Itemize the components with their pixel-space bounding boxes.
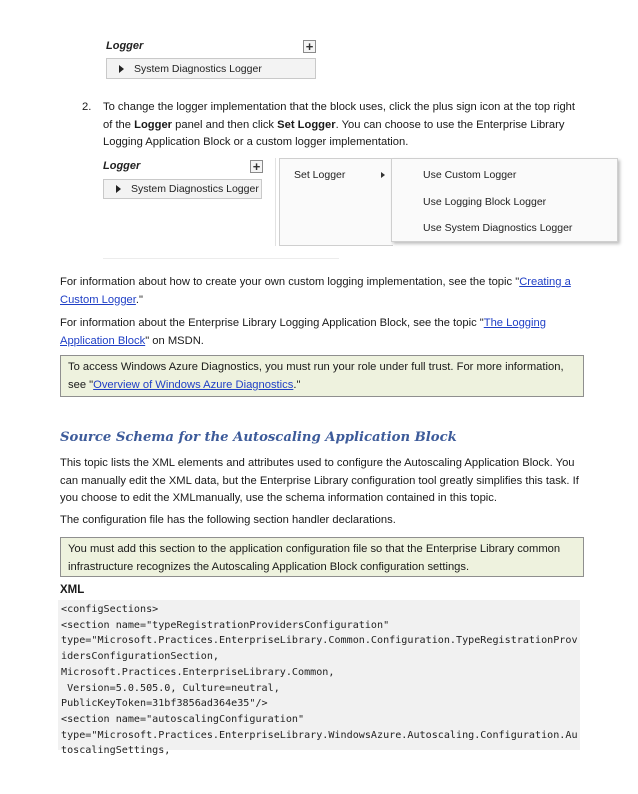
step-text-c: . You can choose to use the Enterprise Library Logging Application Block or a custom logger implementation. xyxy=(103,118,565,148)
step-text-b: panel and then click xyxy=(172,118,278,131)
logger-row-2[interactable] xyxy=(103,179,262,199)
section-heading: Source Schema for the Autoscaling Application Block xyxy=(60,430,457,445)
menu-item-set-logger[interactable]: Set Logger xyxy=(294,169,346,181)
step-bold-set-logger: Set Logger xyxy=(277,118,336,131)
section-declarations: The configuration file has the following section handler declarations. xyxy=(60,514,396,526)
submenu-use-system-diagnostics-logger[interactable]: Use System Diagnostics Logger xyxy=(423,222,573,234)
step-text-a: To change the logger implementation that the block uses, click the plus sign icon at the top right of the xyxy=(103,101,576,131)
code-language-label: XML xyxy=(60,584,85,596)
code-block xyxy=(58,600,580,757)
logger-panel-title: Logger xyxy=(106,40,144,52)
link-creating-custom-logger[interactable]: Creating a Custom Logger xyxy=(60,276,571,306)
add-logger-button[interactable]: + xyxy=(303,40,316,53)
panel-bottom-line xyxy=(103,258,339,259)
note1-text-b: ." xyxy=(293,378,301,391)
note-azure-diagnostics xyxy=(60,355,584,397)
logger-row[interactable] xyxy=(106,58,316,79)
section-intro: This topic lists the XML elements and attributes used to configure the Autoscaling Application Block. You can manually edit the XML data, but the Enterprise Library configuration tool greatly simplifies this task. If you choose to edit the XMLmanually, use the schema information contained in this topic. xyxy=(60,457,579,504)
add-logger-button-2[interactable]: + xyxy=(250,160,263,173)
info2-text-b: " on MSDN. xyxy=(145,334,204,347)
code-text: <configSections> <section name="typeRegistrationProvidersConfiguration" type="Microsoft.Practices.EnterpriseLibrary.Common.Configuration.TypeRegistrationProv idersConfigurationSection, Microsoft.Practices.EnterpriseLibrary.Common, Version=5.0.505.0, Culture=neutral, PublicKeyToken=31bf3856ad364e35"/> <section name="autoscalingConfiguration" type="Microsoft.Practices.EnterpriseLibrary.WindowsAzure.Autoscaling.Configuration.Au toscalingSettings, xyxy=(61,604,578,757)
logger-row-label-2: System Diagnostics Logger xyxy=(131,183,259,195)
submenu-use-logging-block-logger[interactable]: Use Logging Block Logger xyxy=(423,196,547,208)
info1-text-b: ." xyxy=(135,293,143,306)
info-custom-logger xyxy=(60,274,582,309)
logger-panel-title-2: Logger xyxy=(103,160,141,172)
panel-divider xyxy=(275,158,276,246)
expand-triangle-icon[interactable] xyxy=(119,65,124,73)
logger-row-label: System Diagnostics Logger xyxy=(134,62,262,75)
step-2-text xyxy=(103,99,585,152)
info-logging-block xyxy=(60,315,582,350)
submenu xyxy=(391,158,618,242)
note1-text-a: To access Windows Azure Diagnostics, you must run your role under full trust. For more information, see " xyxy=(68,361,564,391)
step-bold-logger: Logger xyxy=(134,118,173,131)
submenu-arrow-icon xyxy=(381,172,385,178)
submenu-use-custom-logger[interactable]: Use Custom Logger xyxy=(423,169,517,181)
link-azure-diagnostics[interactable]: Overview of Windows Azure Diagnostics xyxy=(93,378,294,391)
step-number: 2. xyxy=(82,101,92,113)
info1-text-a: For information about how to create your own custom logging implementation, see the topic " xyxy=(60,276,520,288)
info2-text-a: For information about the Enterprise Library Logging Application Block, see the topic " xyxy=(60,317,484,329)
context-menu xyxy=(279,158,393,246)
note-add-section: You must add this section to the application configuration file so that the Enterprise Library common infrastructure recognizes the Autoscaling Application Block configuration settings. xyxy=(60,537,584,577)
link-logging-application-block[interactable]: The Logging Application Block xyxy=(60,317,546,347)
expand-triangle-icon-2[interactable] xyxy=(116,185,121,193)
